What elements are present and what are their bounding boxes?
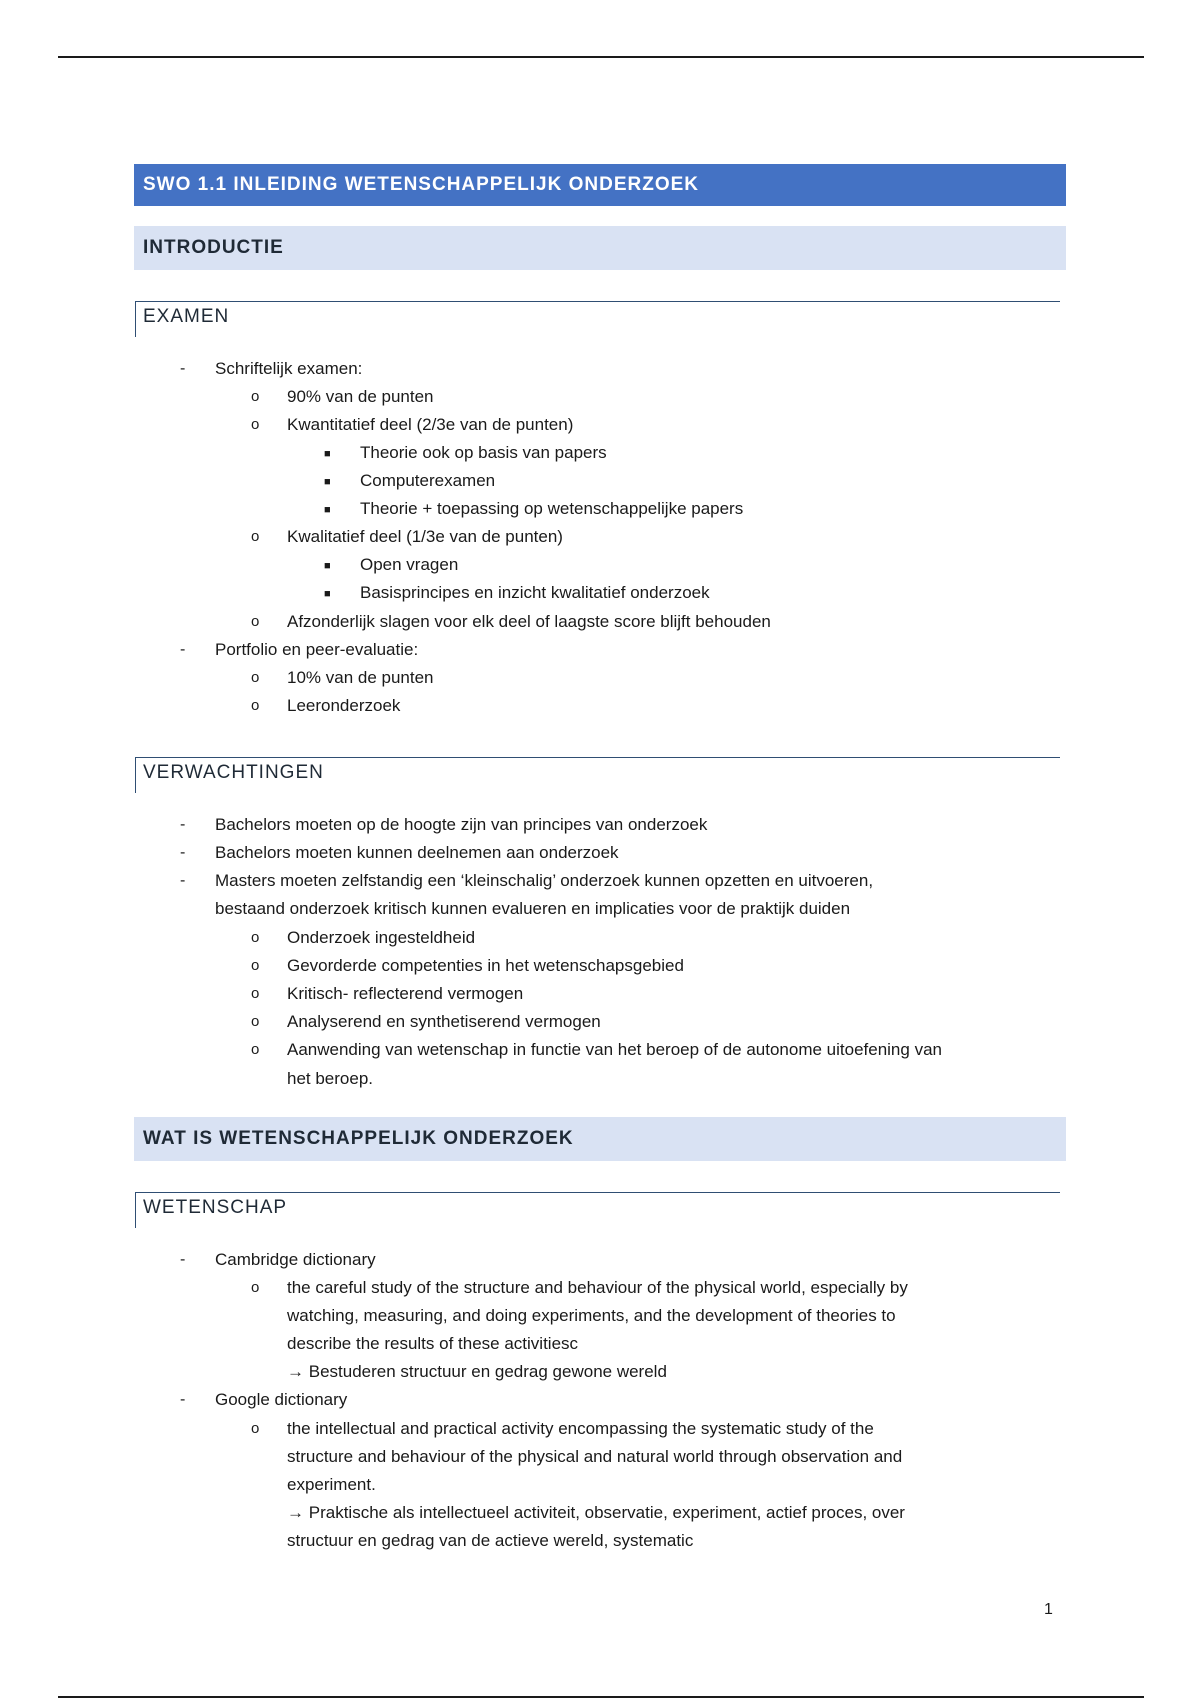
- list-item-continuation: experiment.: [287, 1475, 376, 1494]
- subsection-heading-examen: EXAMEN: [135, 301, 1060, 337]
- list-item-continuation: bestaand onderzoek kritisch kunnen evalueren en implicaties voor de praktijk duiden: [215, 899, 851, 918]
- list-item: 90% van de punten: [287, 387, 434, 406]
- list-item: Portfolio en peer-evaluatie:: [215, 640, 419, 659]
- list-item: Theorie ook op basis van papers: [360, 443, 607, 462]
- arrow-right-icon: →: [287, 1362, 304, 1381]
- list-item-continuation: structuur en gedrag van de actieve wereld, systematic: [287, 1531, 694, 1550]
- circle-bullet: o: [251, 388, 260, 405]
- circle-bullet: o: [251, 1279, 260, 1296]
- list-item-continuation: structure and behaviour of the physical and natural world through observation and: [287, 1447, 903, 1466]
- list-item: Bachelors moeten op de hoogte zijn van principes van onderzoek: [215, 815, 708, 834]
- subsection-heading-verwachtingen: VERWACHTINGEN: [135, 757, 1060, 793]
- list-item: 10% van de punten: [287, 668, 434, 687]
- circle-bullet: o: [251, 528, 260, 545]
- arrow-note-text: Bestuderen structuur en gedrag gewone wereld: [308, 1362, 667, 1381]
- list-item: Google dictionary: [215, 1390, 348, 1409]
- circle-bullet: o: [251, 957, 260, 974]
- square-bullet: ■: [324, 588, 331, 600]
- list-item: the intellectual and practical activity encompassing the systematic study of the: [287, 1419, 874, 1438]
- list-item: the careful study of the structure and behaviour of the physical world, especially by: [287, 1278, 908, 1297]
- dash-bullet: -: [180, 1391, 186, 1408]
- list-item: Basisprincipes en inzicht kwalitatief onderzoek: [360, 583, 710, 602]
- circle-bullet: o: [251, 1420, 260, 1437]
- circle-bullet: o: [251, 416, 260, 433]
- square-bullet: ■: [324, 476, 331, 488]
- footer-rule: [58, 1696, 1144, 1698]
- list-item: Schriftelijk examen:: [215, 359, 363, 378]
- list-item: Kwalitatief deel (1/3e van de punten): [287, 527, 563, 546]
- arrow-note: [287, 1358, 1067, 1386]
- subsection-heading-wetenschap: WETENSCHAP: [135, 1192, 1060, 1228]
- circle-bullet: o: [251, 1041, 260, 1058]
- circle-bullet: o: [251, 669, 260, 686]
- arrow-right-icon: →: [287, 1503, 304, 1522]
- dash-bullet: -: [180, 641, 186, 658]
- dash-bullet: -: [180, 872, 186, 889]
- list-item: Cambridge dictionary: [215, 1250, 376, 1269]
- circle-bullet: o: [251, 985, 260, 1002]
- header-rule: [58, 56, 1144, 58]
- arrow-note: [287, 1499, 1067, 1527]
- list-item-continuation: describe the results of these activitiesc: [287, 1334, 579, 1353]
- list-item: Gevorderde competenties in het wetenschapsgebied: [287, 956, 684, 975]
- document-title: SWO 1.1 INLEIDING WETENSCHAPPELIJK ONDERZOEK: [134, 164, 1066, 206]
- arrow-note-text: Praktische als intellectueel activiteit, observatie, experiment, actief proces, over: [308, 1503, 905, 1522]
- circle-bullet: o: [251, 1013, 260, 1030]
- list-item: Leeronderzoek: [287, 696, 401, 715]
- list-item-continuation: het beroep.: [287, 1069, 374, 1088]
- list-item: Theorie + toepassing op wetenschappelijke papers: [360, 499, 744, 518]
- circle-bullet: o: [251, 697, 260, 714]
- section-heading-introductie: INTRODUCTIE: [134, 226, 1066, 270]
- dash-bullet: -: [180, 360, 186, 377]
- list-item: Open vragen: [360, 555, 459, 574]
- list-item: Kwantitatief deel (2/3e van de punten): [287, 415, 574, 434]
- page-number: 1: [1044, 1601, 1053, 1618]
- list-item: Onderzoek ingesteldheid: [287, 928, 476, 947]
- square-bullet: ■: [324, 448, 331, 460]
- list-item: Analyserend en synthetiserend vermogen: [287, 1012, 601, 1031]
- list-item: Kritisch- reflecterend vermogen: [287, 984, 524, 1003]
- list-item: Afzonderlijk slagen voor elk deel of laagste score blijft behouden: [287, 612, 771, 631]
- circle-bullet: o: [251, 613, 260, 630]
- dash-bullet: -: [180, 844, 186, 861]
- square-bullet: ■: [324, 504, 331, 516]
- list-item: Masters moeten zelfstandig een ‘kleinschalig’ onderzoek kunnen opzetten en uitvoeren,: [215, 871, 874, 890]
- dash-bullet: -: [180, 1251, 186, 1268]
- list-item: Bachelors moeten kunnen deelnemen aan onderzoek: [215, 843, 619, 862]
- list-item: Computerexamen: [360, 471, 496, 490]
- circle-bullet: o: [251, 929, 260, 946]
- dash-bullet: -: [180, 816, 186, 833]
- section-heading-wat-is-wetenschappelijk-onderzoek: WAT IS WETENSCHAPPELIJK ONDERZOEK: [134, 1117, 1066, 1161]
- list-item-continuation: watching, measuring, and doing experiments, and the development of theories to: [287, 1306, 896, 1325]
- list-item: Aanwending van wetenschap in functie van het beroep of de autonome uitoefening van: [287, 1040, 942, 1059]
- square-bullet: ■: [324, 560, 331, 572]
